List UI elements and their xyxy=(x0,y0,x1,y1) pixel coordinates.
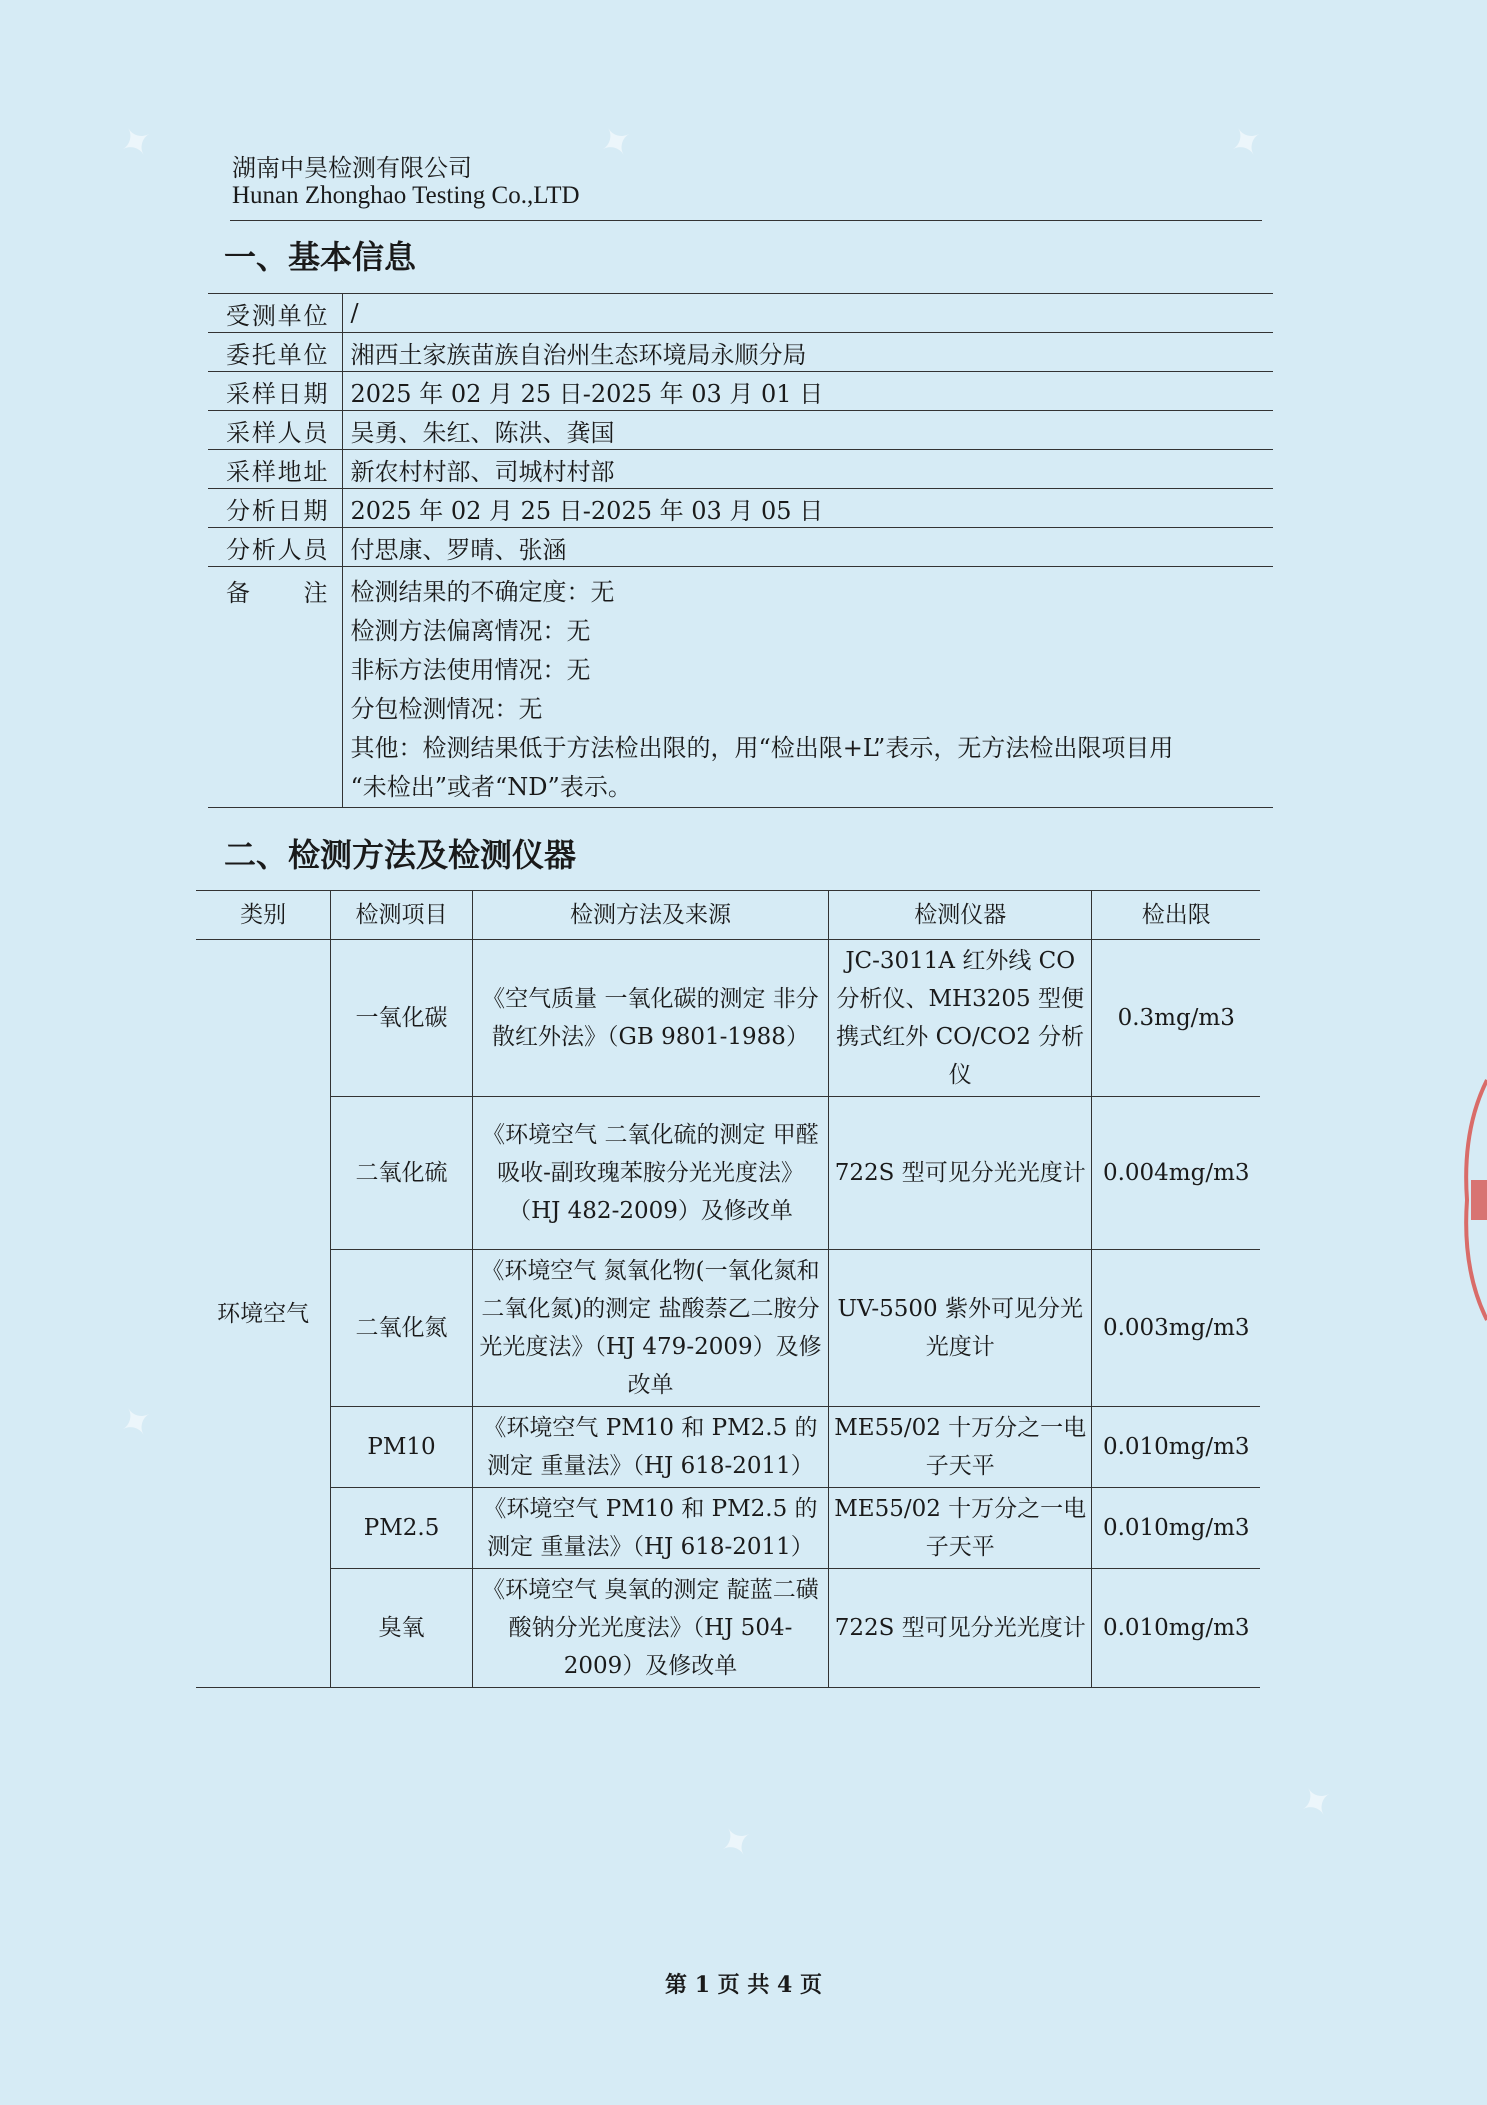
remarks-cell xyxy=(342,567,1273,808)
method-cell: 《空气质量 一氧化碳的测定 非分散红外法》（GB 9801-1988） xyxy=(472,940,828,1097)
method-cell: 《环境空气 臭氧的测定 靛蓝二磺酸钠分光光度法》（HJ 504-2009）及修改单 xyxy=(472,1569,828,1688)
watermark-logo-icon: ✦ xyxy=(590,114,643,172)
section-title-methods: 二、检测方法及检测仪器 xyxy=(224,836,577,874)
field-label: 备 注 xyxy=(208,567,342,808)
field-label: 分析人员 xyxy=(208,528,342,567)
item-cell: PM2.5 xyxy=(331,1488,473,1569)
column-header: 检测项目 xyxy=(331,891,473,940)
method-cell: 《环境空气 氮氧化物(一氧化氮和二氧化氮)的测定 盐酸萘乙二胺分光光度法》（HJ 479-2009）及修改单 xyxy=(472,1250,828,1407)
watermark-logo-icon: ✦ xyxy=(110,1394,163,1452)
table-row xyxy=(208,372,1273,411)
item-cell: PM10 xyxy=(331,1407,473,1488)
table-row xyxy=(208,411,1273,450)
limit-cell: 0.3mg/m3 xyxy=(1092,940,1260,1097)
column-header: 检出限 xyxy=(1092,891,1260,940)
table-header-row xyxy=(196,891,1260,940)
page-number: 第 1 页 共 4 页 xyxy=(665,1972,822,1998)
item-cell: 二氧化硫 xyxy=(331,1097,473,1250)
watermark-logo-icon: ✦ xyxy=(1290,1774,1343,1832)
remark-line: “未检出”或者“ND”表示。 xyxy=(350,773,632,801)
remark-line: 非标方法使用情况：无 xyxy=(350,656,591,684)
item-cell: 臭氧 xyxy=(331,1569,473,1688)
limit-cell: 0.010mg/m3 xyxy=(1092,1407,1260,1488)
category-cell: 环境空气 xyxy=(196,940,331,1688)
method-cell: 《环境空气 PM10 和 PM2.5 的测定 重量法》（HJ 618-2011） xyxy=(472,1488,828,1569)
table-row xyxy=(196,1569,1260,1688)
field-value: 湘西土家族苗族自治州生态环境局永顺分局 xyxy=(342,333,1273,372)
remark-line: 其他：检测结果低于方法检出限的，用“检出限+L”表示，无方法检出限项目用 xyxy=(350,734,1174,762)
limit-cell: 0.010mg/m3 xyxy=(1092,1569,1260,1688)
table-row xyxy=(196,1250,1260,1407)
field-value: / xyxy=(342,294,1273,333)
instrument-cell: UV-5500 紫外可见分光光度计 xyxy=(829,1250,1092,1407)
instrument-cell: JC-3011A 红外线 CO 分析仪、MH3205 型便携式红外 CO/CO2 分析仪 xyxy=(829,940,1092,1097)
field-label: 采样日期 xyxy=(208,372,342,411)
watermark-logo-icon: ✦ xyxy=(710,1814,763,1872)
column-header: 类别 xyxy=(196,891,331,940)
instrument-cell: 722S 型可见分光光度计 xyxy=(829,1097,1092,1250)
field-value: 2025 年 02 月 25 日-2025 年 03 月 05 日 xyxy=(342,489,1273,528)
company-name-en: Hunan Zhonghao Testing Co.,LTD xyxy=(232,182,580,209)
section-title-basic-info: 一、基本信息 xyxy=(224,238,417,276)
instrument-cell: ME55/02 十万分之一电子天平 xyxy=(829,1488,1092,1569)
remark-line: 分包检测情况：无 xyxy=(350,695,543,723)
remark-line: 检测结果的不确定度：无 xyxy=(350,578,615,606)
instrument-cell: ME55/02 十万分之一电子天平 xyxy=(829,1407,1092,1488)
company-name-cn: 湖南中昊检测有限公司 xyxy=(232,154,472,182)
header-rule xyxy=(230,220,1262,221)
table-row xyxy=(196,1407,1260,1488)
methods-table xyxy=(196,890,1260,1688)
field-label: 采样地址 xyxy=(208,450,342,489)
table-row xyxy=(208,489,1273,528)
field-value: 2025 年 02 月 25 日-2025 年 03 月 01 日 xyxy=(342,372,1273,411)
field-value: 吴勇、朱红、陈洪、龚国 xyxy=(342,411,1273,450)
table-row xyxy=(196,940,1260,1097)
watermark-logo-icon: ✦ xyxy=(110,114,163,172)
field-label: 采样人员 xyxy=(208,411,342,450)
table-row xyxy=(196,1488,1260,1569)
limit-cell: 0.010mg/m3 xyxy=(1092,1488,1260,1569)
remark-line: 检测方法偏离情况：无 xyxy=(350,617,591,645)
instrument-cell: 722S 型可见分光光度计 xyxy=(829,1569,1092,1688)
item-cell: 二氧化氮 xyxy=(331,1250,473,1407)
table-row xyxy=(208,450,1273,489)
method-cell: 《环境空气 PM10 和 PM2.5 的测定 重量法》（HJ 618-2011） xyxy=(472,1407,828,1488)
field-label: 委托单位 xyxy=(208,333,342,372)
limit-cell: 0.004mg/m3 xyxy=(1092,1097,1260,1250)
table-row-remarks xyxy=(208,567,1273,808)
watermark-logo-icon: ✦ xyxy=(1220,114,1273,172)
basic-info-table xyxy=(208,293,1273,808)
field-label: 受测单位 xyxy=(208,294,342,333)
table-row xyxy=(208,528,1273,567)
seal-stamp-icon xyxy=(1457,1070,1487,1330)
table-row xyxy=(208,333,1273,372)
field-value: 付思康、罗晴、张涵 xyxy=(342,528,1273,567)
limit-cell: 0.003mg/m3 xyxy=(1092,1250,1260,1407)
table-row xyxy=(208,294,1273,333)
field-label: 分析日期 xyxy=(208,489,342,528)
table-row xyxy=(196,1097,1260,1250)
method-cell: 《环境空气 二氧化硫的测定 甲醛吸收-副玫瑰苯胺分光光度法》（HJ 482-2009）及修改单 xyxy=(472,1097,828,1250)
column-header: 检测方法及来源 xyxy=(472,891,828,940)
field-value: 新农村村部、司城村村部 xyxy=(342,450,1273,489)
item-cell: 一氧化碳 xyxy=(331,940,473,1097)
column-header: 检测仪器 xyxy=(829,891,1092,940)
